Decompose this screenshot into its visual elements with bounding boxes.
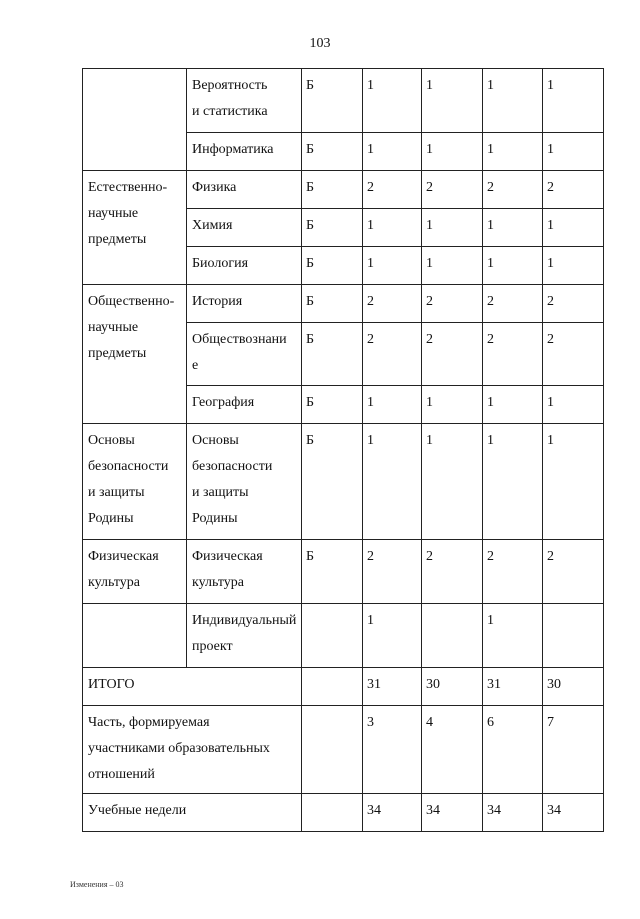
level-cell: Б (302, 171, 363, 209)
total-label-cell: Часть, формируемая участниками образовательных отношений (83, 706, 302, 794)
hours-cell: 1 (363, 424, 422, 540)
table-row (83, 285, 604, 323)
hours-cell: 4 (422, 706, 483, 794)
hours-cell: 1 (422, 386, 483, 424)
subject-cell: Химия (187, 209, 302, 247)
hours-cell: 2 (363, 540, 422, 604)
hours-cell: 2 (483, 285, 543, 323)
hours-cell: 1 (543, 424, 604, 540)
page-number: 103 (309, 36, 331, 51)
hours-cell: 1 (543, 133, 604, 171)
curriculum-table (82, 68, 604, 832)
level-cell: Б (302, 540, 363, 604)
hours-cell: 34 (363, 794, 422, 832)
hours-cell: 1 (363, 133, 422, 171)
subject-cell: Основы безопасности и защиты Родины (187, 424, 302, 540)
hours-cell: 2 (543, 285, 604, 323)
level-cell (302, 604, 363, 668)
subject-cell: История (187, 285, 302, 323)
level-cell: Б (302, 247, 363, 285)
hours-cell: 1 (543, 247, 604, 285)
hours-cell: 1 (363, 386, 422, 424)
hours-cell: 31 (483, 668, 543, 706)
hours-cell: 2 (363, 323, 422, 386)
hours-cell: 3 (363, 706, 422, 794)
subject-area-cell (83, 69, 187, 171)
total-label-cell: Учебные недели (83, 794, 302, 832)
hours-cell (422, 604, 483, 668)
table-row-total (83, 706, 604, 794)
table-row (83, 69, 604, 133)
hours-cell: 1 (363, 247, 422, 285)
hours-cell: 1 (543, 69, 604, 133)
level-cell: Б (302, 69, 363, 133)
level-cell: Б (302, 424, 363, 540)
hours-cell (543, 604, 604, 668)
total-label-cell: ИТОГО (83, 668, 302, 706)
hours-cell: 31 (363, 668, 422, 706)
level-cell: Б (302, 285, 363, 323)
subject-area-cell: Естественно- научные предметы (83, 171, 187, 285)
hours-cell: 1 (483, 424, 543, 540)
hours-cell: 34 (543, 794, 604, 832)
hours-cell: 2 (422, 171, 483, 209)
subject-area-cell: Физическая культура (83, 540, 187, 604)
hours-cell: 1 (363, 209, 422, 247)
level-cell: Б (302, 386, 363, 424)
hours-cell: 1 (363, 69, 422, 133)
table-row (83, 171, 604, 209)
hours-cell: 2 (483, 171, 543, 209)
hours-cell: 1 (483, 69, 543, 133)
level-cell (302, 706, 363, 794)
hours-cell: 1 (422, 69, 483, 133)
hours-cell: 1 (422, 424, 483, 540)
level-cell: Б (302, 209, 363, 247)
hours-cell: 2 (422, 540, 483, 604)
level-cell: Б (302, 133, 363, 171)
hours-cell: 1 (543, 386, 604, 424)
table-row (83, 424, 604, 540)
hours-cell: 1 (483, 386, 543, 424)
subject-cell: Физика (187, 171, 302, 209)
footer-note: Изменения – 03 (70, 880, 124, 889)
hours-cell: 6 (483, 706, 543, 794)
level-cell: Б (302, 323, 363, 386)
hours-cell: 7 (543, 706, 604, 794)
hours-cell: 2 (363, 285, 422, 323)
hours-cell: 2 (483, 323, 543, 386)
hours-cell: 2 (363, 171, 422, 209)
hours-cell: 30 (422, 668, 483, 706)
level-cell (302, 668, 363, 706)
subject-cell: Вероятность и статистика (187, 69, 302, 133)
hours-cell: 34 (483, 794, 543, 832)
subject-cell: Обществознани е (187, 323, 302, 386)
hours-cell: 1 (483, 247, 543, 285)
subject-cell: Информатика (187, 133, 302, 171)
hours-cell: 2 (422, 285, 483, 323)
subject-cell: Биология (187, 247, 302, 285)
subject-area-cell: Основы безопасности и защиты Родины (83, 424, 187, 540)
subject-area-cell (83, 604, 187, 668)
table-row (83, 604, 604, 668)
hours-cell: 1 (422, 247, 483, 285)
table-row (83, 540, 604, 604)
hours-cell: 2 (543, 540, 604, 604)
level-cell (302, 794, 363, 832)
hours-cell: 34 (422, 794, 483, 832)
subject-cell: География (187, 386, 302, 424)
subject-cell: Индивидуальный проект (187, 604, 302, 668)
hours-cell: 2 (543, 323, 604, 386)
hours-cell: 1 (483, 604, 543, 668)
hours-cell: 2 (483, 540, 543, 604)
hours-cell: 2 (422, 323, 483, 386)
table-row-total (83, 794, 604, 832)
hours-cell: 1 (543, 209, 604, 247)
hours-cell: 1 (363, 604, 422, 668)
hours-cell: 1 (422, 209, 483, 247)
hours-cell: 2 (543, 171, 604, 209)
hours-cell: 30 (543, 668, 604, 706)
hours-cell: 1 (422, 133, 483, 171)
hours-cell: 1 (483, 133, 543, 171)
subject-area-cell: Общественно- научные предметы (83, 285, 187, 424)
hours-cell: 1 (483, 209, 543, 247)
table-row-total (83, 668, 604, 706)
subject-cell: Физическая культура (187, 540, 302, 604)
